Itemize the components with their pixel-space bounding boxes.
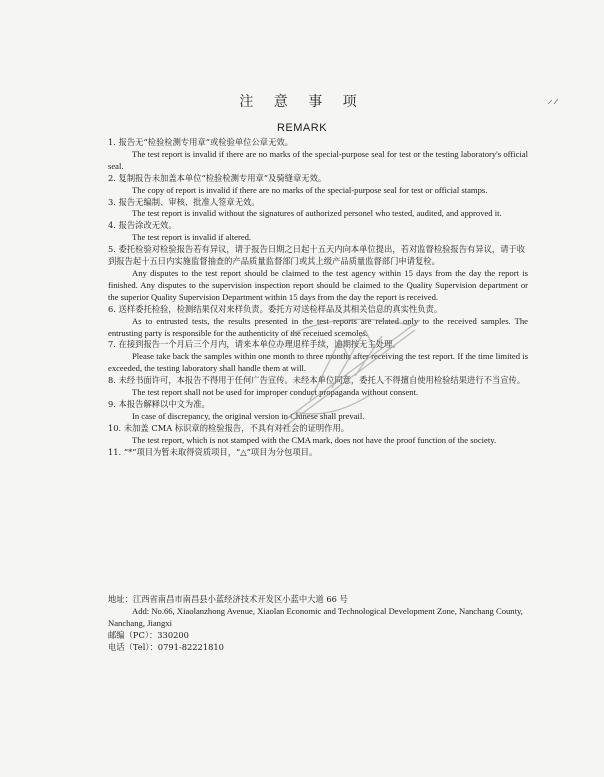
- remarks-list: [108, 137, 528, 458]
- remark-cn: 6. 送样委托检验，检测结果仅对来样负责。委托方对送检样品及其相关信息的真实性负责。: [108, 303, 443, 314]
- remark-en: The test report is invalid if altered.: [132, 232, 252, 243]
- remark-cn: 8. 未经书面许可，本报告不得用于任何广告宣传。未经本单位同意，委托人不得擅自使用检验结果进行不当宣传。: [108, 375, 526, 386]
- remark-cn: 10. 未加盖 CMA 标识章的检验报告，不具有对社会的证明作用。: [108, 422, 350, 433]
- remark-cn: 4. 报告涂改无效。: [108, 220, 177, 231]
- corner-mark-icon: [547, 98, 559, 106]
- remark-en: Please take back the samples within one month to three months after receiving the test report. If the time limited is exceeded, the testing laboratory shall handle them at will.: [108, 351, 528, 374]
- remark-en: The test report is invalid without the signatures of authorized personel who tested, audited, and approved it.: [132, 208, 502, 219]
- remark-en: The copy of report is invalid if there are no marks of the special-purpose seal for test or official stamps.: [132, 184, 488, 195]
- remark-cn: 3. 报告无编制、审核、批准人签章无效。: [108, 196, 260, 207]
- remark-cn: 11. “*”项目为暂未取得资质项目，“△”项目为分包项目。: [108, 446, 318, 457]
- remark-en: The test report, which is not stamped with the CMA mark, does not have the proof function of the society.: [132, 434, 497, 445]
- phone: 电话（Tel）：0791-82221810: [108, 642, 224, 652]
- remark-cn: 2. 复制报告未加盖本单位“检验检测专用章”及骑缝章无效。: [108, 172, 327, 183]
- postcode: 邮编（PC）：330200: [108, 630, 189, 640]
- address-en: Add: No.66, Xiaolanzhong Avenue, Xiaolan Economic and Technological Development Zone, Nanchang County, Nanchang, Jiangxi: [108, 606, 523, 628]
- remark-cn: 1. 报告无“检验检测专用章”或检验单位公章无效。: [108, 137, 293, 147]
- remark-en: The test report shall not be used for improper conduct propaganda without consent.: [132, 387, 419, 398]
- remark-cn: 5. 委托检验对检验报告若有异议，请于报告日期之日起十五天内向本单位提出，若对监督检验报告有异议，请于收到报告起十五日内实施监督抽查的产品质量监督部门或其上级产品质量监督部门申请复检。: [108, 244, 526, 267]
- remark-cn: 7. 在接到报告一个月后三个月内，请来本单位办理退样手续，逾期按无主处理。: [108, 339, 401, 350]
- page-subtitle: REMARK: [276, 122, 328, 134]
- remark-en: The test report is invalid if there are no marks of the special-purpose seal for test or the testing laboratory's official seal.: [108, 148, 528, 171]
- remark-en: In case of discrepancy, the original version in Chinese shall prevail.: [132, 410, 365, 421]
- remark-cn: 9. 本报告解释以中文为准。: [108, 398, 210, 409]
- remark-en: Any disputes to the test report should be claimed to the test agency within 15 days from the day the report is finished. Any disputes to the supervision inspection report should be claimed to the Quality Supervision department or the superior Quality Supervision Department within 15 days from the day the report is received.: [108, 267, 528, 302]
- remark-en: As to entrusted tests, the results presented in the test reports are related only to the received samples. The entrusting party is responsible for the authenticity of the receiued scemoles.: [108, 315, 528, 338]
- page-title: 注 意 事 项: [239, 94, 365, 110]
- contact-footer: [108, 593, 538, 653]
- address-cn: 地址：江西省南昌市南昌县小蓝经济技术开发区小蓝中大道 66 号: [108, 594, 348, 604]
